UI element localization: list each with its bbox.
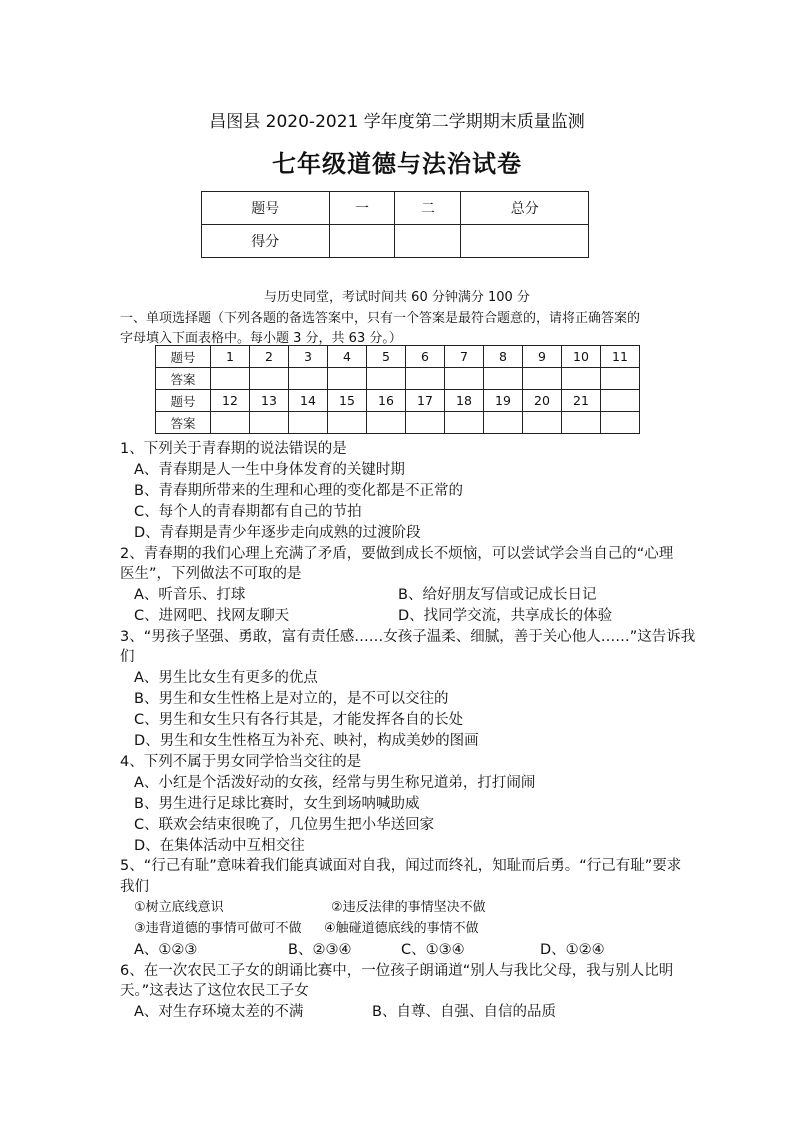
question-number-cell: 8 xyxy=(484,346,523,368)
answer-cell[interactable] xyxy=(328,412,367,434)
answer-cell[interactable] xyxy=(406,412,445,434)
answer-cell[interactable] xyxy=(484,412,523,434)
score-cell: 总分 xyxy=(461,192,589,225)
answer-row-label: 答案 xyxy=(156,368,211,390)
answer-number-row xyxy=(156,346,640,368)
question-number-cell: 2 xyxy=(250,346,289,368)
question-number-cell: 4 xyxy=(328,346,367,368)
score-cell: 题号 xyxy=(202,192,330,225)
answer-cell[interactable] xyxy=(289,368,328,390)
exam-title: 七年级道德与法治试卷 xyxy=(272,150,522,178)
question-stem: 们 xyxy=(120,649,135,665)
question-number-cell: 19 xyxy=(484,390,523,412)
score-blank-cell xyxy=(329,225,395,258)
answer-option: C、①③④ xyxy=(401,942,465,958)
answer-cell[interactable] xyxy=(562,368,601,390)
question-number-cell: 9 xyxy=(523,346,562,368)
answer-option: A、听音乐、打球 xyxy=(134,587,246,603)
statement-item: ③违背道德的事情可做可不做 xyxy=(134,921,302,936)
question-number-cell: 20 xyxy=(523,390,562,412)
question-stem: 我们 xyxy=(120,879,149,895)
answer-option: A、小红是个活泼好动的女孩，经常与男生称兄道弟，打打闹闹 xyxy=(134,775,536,791)
answer-option: C、联欢会结束很晚了，几位男生把小华送回家 xyxy=(134,817,435,833)
question-stem: 2、青春期的我们心理上充满了矛盾，要做到成长不烦恼，可以尝试学会当自己的“心理 xyxy=(120,546,674,562)
score-cell: 一 xyxy=(329,192,395,225)
question-number-cell: 21 xyxy=(562,390,601,412)
statement-item: ④触碰道德底线的事情不做 xyxy=(324,921,479,936)
question-stem: 3、“男孩子坚强、勇敢，富有责任感……女孩子温柔、细腻，善于关心他人……”这告诉我 xyxy=(120,629,696,645)
answer-cell[interactable] xyxy=(562,412,601,434)
answer-cell[interactable] xyxy=(445,412,484,434)
answer-option: D、男生和女生性格互为补充、映衬，构成美妙的图画 xyxy=(134,733,479,749)
question-number-cell: 1 xyxy=(211,346,250,368)
answer-cell[interactable] xyxy=(406,368,445,390)
answer-option: A、对生存环境太差的不满 xyxy=(134,1004,304,1020)
question-number-cell: 17 xyxy=(406,390,445,412)
answer-cell[interactable] xyxy=(328,368,367,390)
answer-option: A、青春期是人一生中身体发育的关键时期 xyxy=(134,462,405,478)
question-number-cell: 10 xyxy=(562,346,601,368)
answer-row-label: 题号 xyxy=(156,346,211,368)
exam-info: 与历史同堂，考试时间共 60 分钟满分 100 分 xyxy=(264,290,530,305)
answer-cell[interactable] xyxy=(367,412,406,434)
answer-cell[interactable] xyxy=(250,368,289,390)
section-instruction: 一、单项选择题（下列各题的备选答案中，只有一个答案是最符合题意的，请将正确答案的 xyxy=(120,311,641,326)
question-number-cell: 18 xyxy=(445,390,484,412)
answer-option: D、找同学交流，共享成长的体验 xyxy=(398,608,613,624)
question-number-cell: 15 xyxy=(328,390,367,412)
question-number-cell: 3 xyxy=(289,346,328,368)
answer-option: A、男生比女生有更多的优点 xyxy=(134,670,318,686)
question-number-cell: 5 xyxy=(367,346,406,368)
question-stem: 医生”，下列做法不可取的是 xyxy=(120,566,302,582)
score-cell: 二 xyxy=(395,192,461,225)
answer-option: B、男生和女生性格上是对立的，是不可以交往的 xyxy=(134,691,449,707)
answer-cell[interactable] xyxy=(211,368,250,390)
question-number-cell: 12 xyxy=(211,390,250,412)
question-stem: 天。”这表达了这位农民工子女 xyxy=(120,983,309,999)
answer-cell[interactable] xyxy=(367,368,406,390)
question-stem: 5、“行己有耻”意味着我们能真诚面对自我，闻过而终礼，知耻而后勇。“行己有耻”要求 xyxy=(120,858,682,874)
question-number-cell: 6 xyxy=(406,346,445,368)
answer-cell[interactable] xyxy=(250,412,289,434)
answer-cell[interactable] xyxy=(289,412,328,434)
question-stem: 1、下列关于青春期的说法错误的是 xyxy=(120,441,347,457)
question-number-cell: 11 xyxy=(601,346,640,368)
question-number-cell xyxy=(601,390,640,412)
question-number-cell: 7 xyxy=(445,346,484,368)
answer-option: A、①②③ xyxy=(134,942,198,958)
answer-row-label: 题号 xyxy=(156,390,211,412)
question-number-cell: 13 xyxy=(250,390,289,412)
answer-cell[interactable] xyxy=(523,412,562,434)
answer-option: D、青春期是青少年逐步走向成熟的过渡阶段 xyxy=(134,525,421,541)
answer-cell[interactable] xyxy=(601,412,640,434)
answer-cell[interactable] xyxy=(445,368,484,390)
answer-option: D、①②④ xyxy=(540,942,605,958)
exam-subtitle: 昌图县 2020-2021 学年度第二学期期末质量监测 xyxy=(209,112,585,132)
answer-cell[interactable] xyxy=(211,412,250,434)
score-cell: 得分 xyxy=(202,225,330,258)
answer-blank-row xyxy=(156,368,640,390)
score-table xyxy=(201,191,589,258)
answer-option: B、②③④ xyxy=(288,942,352,958)
statement-item: ②违反法律的事情坚决不做 xyxy=(331,900,486,915)
section-instruction: 字母填入下面表格中。每小题 3 分，共 63 分。） xyxy=(120,331,402,346)
score-blank-cell xyxy=(395,225,461,258)
question-number-cell: 16 xyxy=(367,390,406,412)
question-stem: 6、在一次农民工子女的朗诵比赛中，一位孩子朗诵道“别人与我比父母，我与别人比明 xyxy=(120,963,674,979)
answer-option: C、每个人的青春期都有自己的节拍 xyxy=(134,504,362,520)
statement-item: ①树立底线意识 xyxy=(134,900,224,915)
answer-option: B、自尊、自强、自信的品质 xyxy=(372,1004,556,1020)
answer-cell[interactable] xyxy=(601,368,640,390)
answer-option: C、男生和女生只有各行其是，才能发挥各自的长处 xyxy=(134,712,464,728)
answer-cell[interactable] xyxy=(484,368,523,390)
answer-option: C、进网吧、找网友聊天 xyxy=(134,608,290,624)
answer-blank-row xyxy=(156,412,640,434)
score-blank-cell xyxy=(461,225,589,258)
answer-option: D、在集体活动中互相交往 xyxy=(134,838,305,854)
answer-option: B、青春期所带来的生理和心理的变化都是不正常的 xyxy=(134,483,463,499)
answer-table xyxy=(155,345,640,434)
answer-number-row xyxy=(156,390,640,412)
question-number-cell: 14 xyxy=(289,390,328,412)
answer-option: B、男生进行足球比赛时，女生到场呐喊助威 xyxy=(134,796,420,812)
score-table-score-row xyxy=(202,225,589,258)
answer-option: B、给好朋友写信或记成长日记 xyxy=(398,587,597,603)
answer-cell[interactable] xyxy=(523,368,562,390)
question-stem: 4、下列不属于男女同学恰当交往的是 xyxy=(120,754,362,770)
answer-row-label: 答案 xyxy=(156,412,211,434)
score-table-header-row xyxy=(202,192,589,225)
